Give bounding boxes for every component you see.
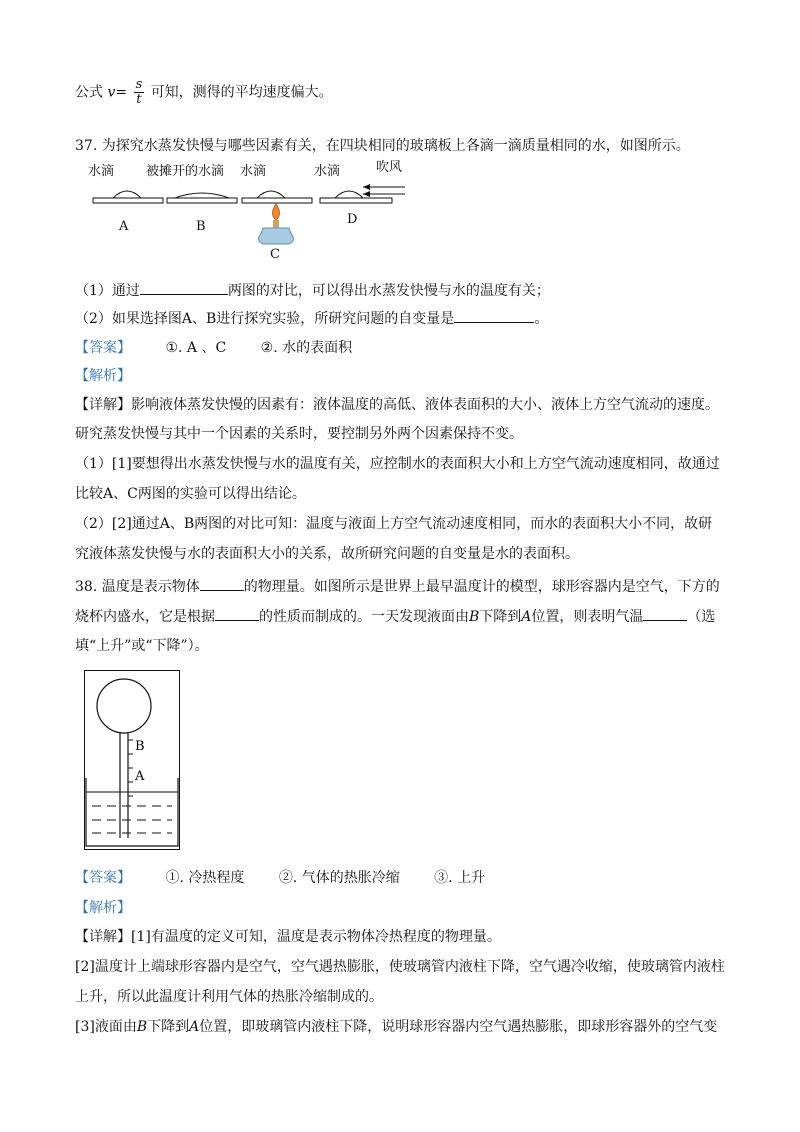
q37-detail-l2: 研究蒸发快慢与其中一个因素的关系时，要控制另外两个因素保持不变。: [75, 426, 523, 442]
drop-c: [257, 191, 285, 198]
fig-c-label: 水滴: [240, 164, 267, 179]
q38-stem-text: 烧杯内盛水，它是根据: [75, 609, 215, 625]
drop-d: [335, 191, 363, 198]
q37-sub1-post: 两图的对比，可以得出水蒸发快慢与水的温度有关；: [227, 283, 550, 299]
q38-detail-l2: [2]温度计上端球形容器内是空气，空气遇热膨胀，使玻璃管内液柱下降，空气遇冷收缩，使玻璃管内液柱: [75, 959, 725, 975]
answer-tag: 【答案】: [75, 340, 131, 356]
q37-detail-l4: 比较A、C两图的实验可以得出结论。: [75, 486, 306, 502]
plate-c: [242, 198, 312, 203]
formula-numerator: s: [135, 77, 143, 92]
answer-blank: [643, 606, 687, 621]
formula-v: v: [107, 84, 116, 101]
q38-stem-text: 的物理量。如图所示是世界上最早温度计的模型，球形容器内是空气，下方的: [243, 579, 720, 595]
q38-detail-l4: [75, 1017, 717, 1037]
q38-detail-text: [1]有温度的定义可知，温度是表示物体冷热程度的物理量。: [131, 929, 501, 945]
plate-a: [93, 198, 163, 203]
q37-diagram: [85, 178, 445, 258]
q37-detail-text: 影响液体蒸发快慢的因素有：液体温度的高低、液体表面积的大小、液体上方空气流动的速度。: [131, 397, 719, 413]
q38-answer-2: ②. 气体的热胀冷缩: [278, 870, 400, 886]
q38-detail-var: A: [189, 1019, 200, 1035]
fig-letter-c: C: [270, 247, 280, 262]
fig-letter-d: D: [347, 212, 358, 227]
fig-a-label: 水滴: [88, 164, 115, 179]
q37-answer: [75, 338, 352, 358]
q38-stem-l3: 填“上升”或“下降”）。: [75, 638, 209, 654]
answer-blank: [215, 606, 259, 621]
fig-wind-label: 吹风: [376, 160, 403, 175]
formula-denominator: t: [136, 92, 142, 107]
fig-letter-a: A: [119, 219, 129, 234]
q38-stem-var: A: [521, 609, 532, 625]
q38-answer-3: ③. 上升: [434, 870, 486, 886]
q38-thermometer-diagram: [84, 670, 180, 850]
formula-fraction: [134, 78, 145, 107]
formula-eq: =: [115, 84, 128, 101]
q38-stem-text: 下降到: [479, 609, 522, 625]
drop-a: [113, 191, 141, 198]
answer-tag: 【答案】: [75, 870, 131, 886]
q38-answer-1: ①. 冷热程度: [165, 870, 245, 886]
q37-stem: 37. 为探究水蒸发快慢与哪些因素有关，在四块相同的玻璃板上各滴一滴质量相同的水，如图所示。: [75, 138, 690, 154]
fig-letter-b: B: [196, 219, 206, 234]
q38-detail-l3: 上升，所以此温度计利用气体的热胀冷缩制成的。: [75, 989, 383, 1005]
q38-stem-text: 的性质而制成的。一天发现液面由: [259, 609, 469, 625]
q38-detail-text: [3]液面由: [75, 1019, 137, 1035]
alcohol-lamp-icon: [258, 228, 293, 244]
fig-d-label: 水滴: [314, 164, 341, 179]
q38-analysis-tag: 【解析】: [75, 900, 131, 916]
q37-detail-l3: （1）[1]要想得出水蒸发快慢与水的温度有关，应控制水的表面积大小和上方空气流动速度相同，故通过: [75, 456, 720, 472]
q38-stem-text: （选: [687, 609, 716, 625]
flame-icon: [273, 204, 280, 220]
q37-sub2: [75, 308, 548, 329]
wind-arrow-icon: [363, 184, 370, 190]
formula-suffix: 可知，测得的平均速度偏大。: [150, 84, 333, 101]
q37-answer-2: ②. 水的表面积: [260, 340, 353, 356]
lamp-wick: [273, 220, 279, 228]
wind-arrow-icon: [363, 191, 370, 197]
fig-b-label: 被摊开的水滴: [146, 164, 225, 179]
q38-stem-l2: [75, 606, 715, 627]
q38-stem-text: 位置，则表明气温: [531, 609, 644, 625]
q37-sub2-pre: （2）如果选择图A、B进行探究实验，所研究问题的自变量是: [75, 311, 455, 327]
q37-analysis-tag: 【解析】: [75, 368, 131, 384]
detail-tag: 【详解】: [75, 397, 131, 413]
plate-d: [320, 198, 392, 203]
level-b-label: B: [135, 739, 145, 754]
q37-answer-1: ①. A 、C: [165, 340, 227, 356]
drop-b: [175, 193, 229, 198]
q38-detail-l1: [75, 927, 501, 947]
q37-sub1-pre: （1）通过: [75, 283, 140, 299]
q38-stem-var: B: [469, 609, 480, 625]
q38-stem-l1: [75, 576, 720, 597]
formula-prefix: 公式: [75, 84, 103, 101]
q38-detail-text: 下降到: [147, 1019, 190, 1035]
q37-detail-l1: [75, 395, 719, 415]
q37-sub2-post: 。: [534, 311, 549, 327]
q37-sub1: [75, 280, 550, 301]
detail-tag: 【详解】: [75, 929, 131, 945]
q38-detail-text: 位置，即玻璃管内液柱下降，说明球形容器内空气遇热膨胀，即球形容器外的空气变: [199, 1019, 718, 1035]
q38-stem-text: 38. 温度是表示物体: [75, 579, 200, 595]
q38-answer: [75, 868, 485, 888]
q37-detail-l5: （2）[2]通过A、B两图的对比可知：温度与液面上方空气流动速度相同，而水的表面积大小不同，故研: [75, 516, 713, 532]
answer-blank: [454, 308, 534, 323]
q37-detail-l6: 究液体蒸发快慢与水的表面积大小的关系，故所研究问题的自变量是水的表面积。: [75, 546, 579, 562]
plate-b: [167, 198, 237, 203]
answer-blank: [140, 280, 228, 295]
formula-line: [75, 78, 333, 107]
level-a-label: A: [135, 769, 145, 784]
q38-detail-var: B: [136, 1019, 148, 1035]
answer-blank: [200, 576, 244, 591]
